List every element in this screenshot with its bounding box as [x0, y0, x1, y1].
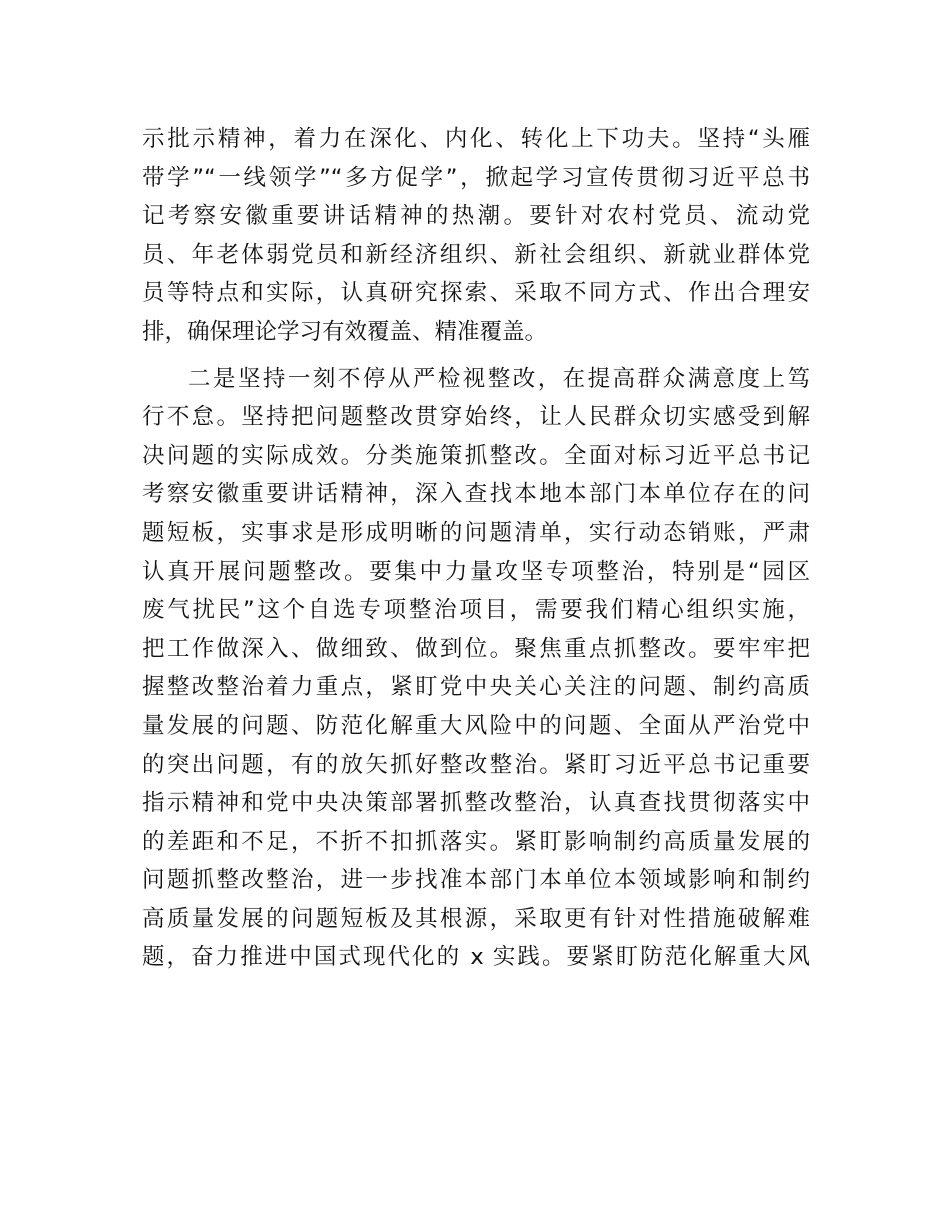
paragraph-2-line: 握整改整治着力重点，紧盯党中央关心关注的问题、制约高质	[142, 674, 810, 701]
paragraph-gap	[142, 352, 810, 360]
paragraph-1-line: 记考察安徽重要讲话精神的热潮。要针对农村党员、流动党	[142, 203, 810, 230]
paragraph-1-line: 排，确保理论学习有效覆盖、精准覆盖。	[142, 318, 548, 345]
paragraph-2-line: 量发展的问题、防范化解重大风险中的问题、全面从严治党中	[142, 712, 810, 739]
paragraph-1-line: 带学”“一线领学”“多方促学”，掀起学习宣传贯彻习近平总书	[142, 164, 810, 191]
paragraph-2-line: 题短板，实事求是形成明晰的问题清单，实行动态销账，严肃	[142, 519, 810, 546]
paragraph-1-line: 员等特点和实际，认真研究探索、采取不同方式、作出合理安	[142, 280, 810, 307]
paragraph-2-line: 问题抓整改整治，进一步找准本部门本单位本领域影响和制约	[142, 867, 810, 894]
paragraph-2-line: 决问题的实际成效。分类施策抓整改。全面对标习近平总书记	[142, 442, 810, 469]
paragraph-2-line: 二是坚持一刻不停从严检视整改，在提高群众满意度上笃	[188, 365, 810, 392]
paragraph-2-line: 的差距和不足，不折不扣抓落实。紧盯影响制约高质量发展的	[142, 828, 810, 855]
paragraph-2-line: 认真开展问题整改。要集中力量攻坚专项整治，特别是“园区	[142, 558, 810, 585]
paragraph-1-line: 员、年老体弱党员和新经济组织、新社会组织、新就业群体党	[142, 241, 810, 268]
paragraph-2-line: 行不怠。坚持把问题整改贯穿始终，让人民群众切实感受到解	[142, 404, 810, 431]
paragraph-2-line: 的突出问题，有的放矢抓好整改整治。紧盯习近平总书记重要	[142, 751, 810, 778]
paragraph-2-line: 废气扰民”这个自选专项整治项目，需要我们精心组织实施，	[142, 597, 810, 624]
paragraph-2-line: 把工作做深入、做细致、做到位。聚焦重点抓整改。要牢牢把	[142, 635, 810, 662]
paragraph-2-line: 高质量发展的问题短板及其根源，采取更有针对性措施破解难	[142, 905, 810, 932]
paragraph-2-line: 题，奋力推进中国式现代化的 x 实践。要紧盯防范化解重大风	[142, 944, 810, 971]
paragraph-2-line: 指示精神和党中央决策部署抓整改整治，认真查找贯彻落实中	[142, 790, 810, 817]
paragraph-1-line: 示批示精神，着力在深化、内化、转化上下功夫。坚持“头雁	[142, 126, 810, 152]
document-body	[142, 120, 810, 977]
paragraph-2-line: 考察安徽重要讲话精神，深入查找本地本部门本单位存在的问	[142, 481, 810, 508]
